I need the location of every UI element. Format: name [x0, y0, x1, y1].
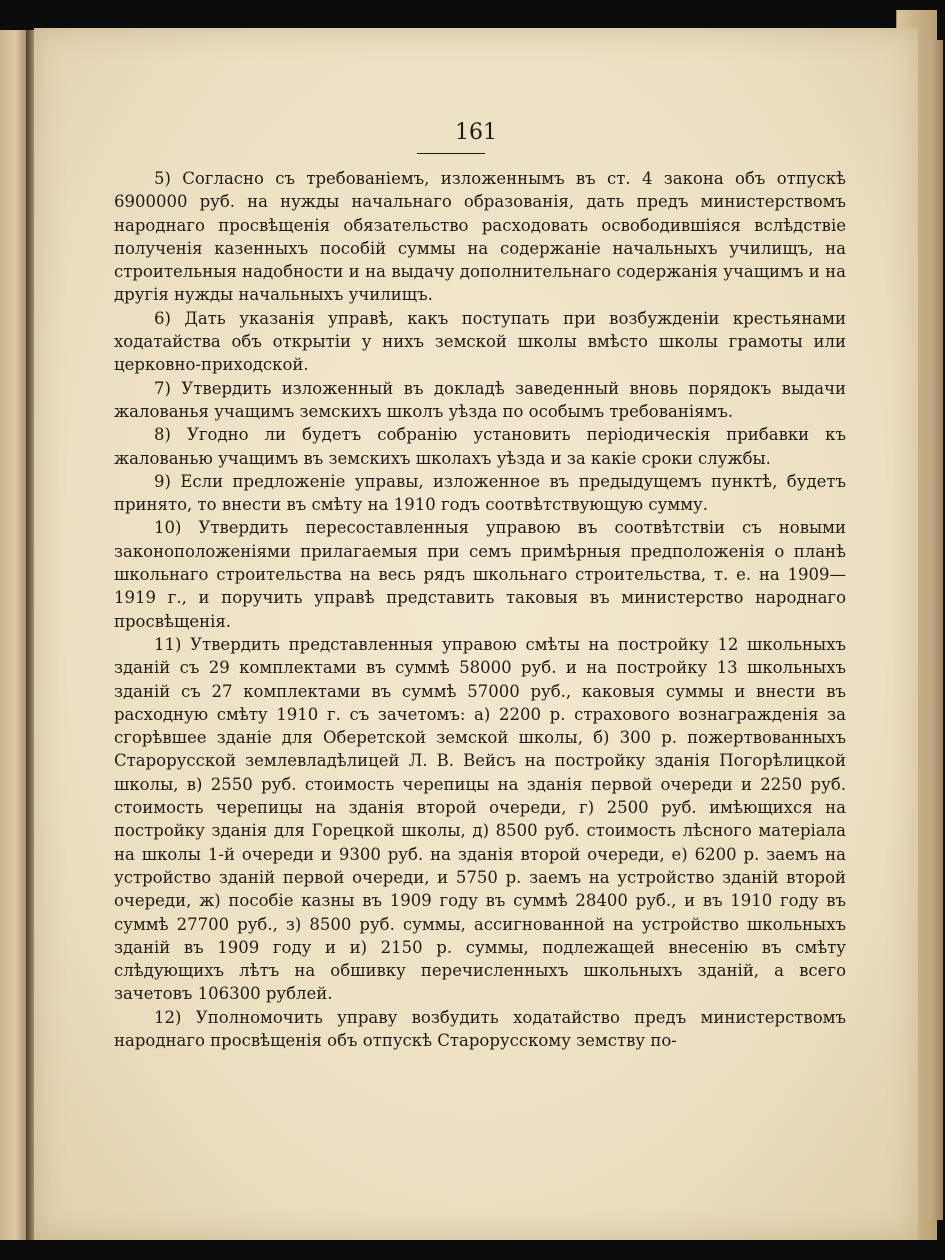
paragraph-10: 10) Утвердить пересоставленныя управою въ соотвѣтствіи съ новыми законоположеніями прилагаемыя при семъ примѣрныя предположенія о планѣ школьнаго строительства на весь рядъ школьнаго строительства, т. е. на 1909—1919 г., и поручить управѣ представить таковыя въ министерство народнаго просвѣщенія.	[114, 518, 846, 631]
paragraph-11: 11) Утвердить представленныя управою смѣты на постройку 12 школьныхъ зданій съ 29 комплектами въ суммѣ 58000 руб. и на постройку 13 школьныхъ зданій съ 27 комплектами въ суммѣ 57000 руб., каковыя суммы и внести въ расходную смѣту 1910 г. съ зачетомъ: а) 2200 р. страхового вознагражденія за сгорѣвшее зданіе для Оберетской земской школы, б) 300 р. пожертвованныхъ Старорусской землевладѣлицей Л. В. Вейсъ на постройку зданія Погорѣлицкой школы, в) 2550 руб. стоимость черепицы на зданія первой очереди и 2250 руб. стоимость черепицы на зданія второй очереди, г) 2500 руб. имѣющихся на постройку зданія для Горецкой школы, д) 8500 руб. стоимость лѣсного матеріала на школы 1-й очереди и 9300 руб. на зданія второй очереди, е) 6200 р. заемъ на устройство зданій первой очереди, и 5750 р. заемъ на устройство зданій второй очереди, ж) пособіе казны въ 1909 году въ суммѣ 28400 руб., и въ 1910 году въ суммѣ 27700 руб., з) 8500 руб. суммы, ассигнованной на устройство школьныхъ зданій въ 1909 году и и) 2150 р. суммы, подлежащей внесенію въ смѣту слѣдующихъ лѣтъ на обшивку перечисленныхъ школьныхъ зданій, а всего зачетовъ 106300 рублей.	[114, 634, 846, 1004]
paragraph-12: 12) Уполномочить управу возбудить ходатайство предъ министерствомъ народнаго просвѣщенія объ отпускѣ Старорусскому земству по-	[114, 1007, 846, 1050]
page-body-text	[114, 167, 846, 1052]
paragraph-6: 6) Дать указанія управѣ, какъ поступать при возбужденіи крестьянами ходатайства объ открытіи у нихъ земской школы вмѣсто школы грамоты или церковно-приходской.	[114, 308, 846, 375]
paragraph-8: 8) Угодно ли будетъ собранію установить періодическія прибавки къ жалованью учащимъ въ земскихъ школахъ уѣзда и за какіе сроки службы.	[114, 425, 846, 468]
paragraph-5: 5) Согласно съ требованіемъ, изложеннымъ въ ст. 4 закона объ отпускѣ 6900000 руб. на нужды начальнаго образованія, дать предъ министерствомъ народнаго просвѣщенія обязательство расходовать освободившіяся вслѣдствіе полученія казенныхъ пособій суммы на содержаніе начальныхъ училищъ, на строительныя надобности и на выдачу дополнительнаго содержанія учащимъ и на другія нужды начальныхъ училищъ.	[114, 169, 846, 305]
right-page-stack-edge	[929, 40, 943, 1220]
paragraph-7: 7) Утвердить изложенный въ докладѣ заведенный вновь порядокъ выдачи жалованья учащимъ земскихъ школъ уѣзда по особымъ требованіямъ.	[114, 378, 846, 421]
paragraph-9: 9) Если предложеніе управы, изложенное въ предыдущемъ пунктѣ, будетъ принято, то внести въ смѣту на 1910 годъ соотвѣтствующую сумму.	[114, 471, 846, 515]
book-page	[34, 28, 918, 1240]
page-number-rule	[417, 153, 485, 154]
left-page-edge	[0, 30, 28, 1240]
page-number: 161	[455, 120, 497, 145]
